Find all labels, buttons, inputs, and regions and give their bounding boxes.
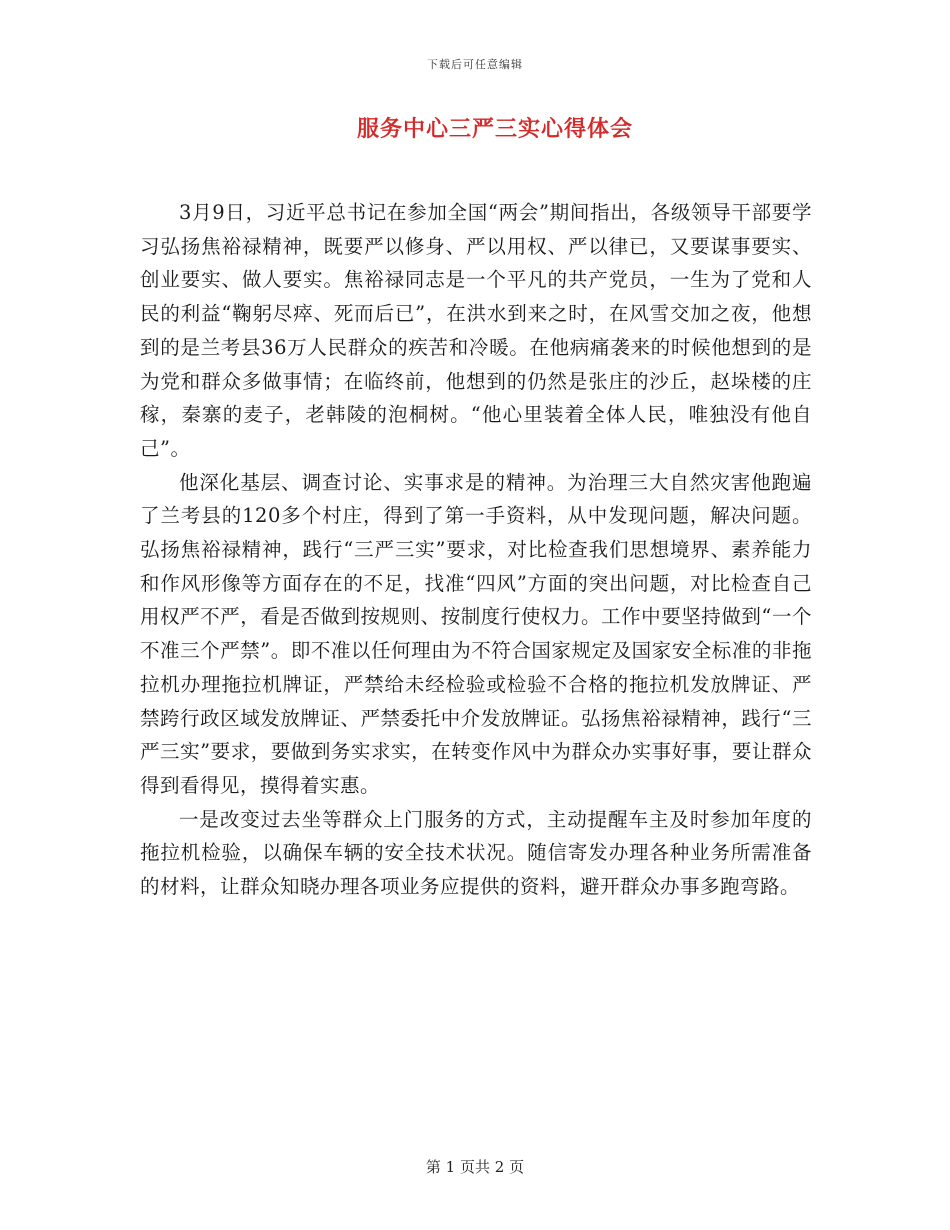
header-note: 下载后可任意编辑 [427,58,523,71]
document-body [140,196,812,904]
page-number: 第 1 页共 2 页 [425,1158,525,1176]
paragraph-2: 他深化基层、调查讨论、实事求是的精神。为治理三大自然灾害他跑遍了兰考县的120多个村庄，得到了第一手资料，从中发现问题，解决问题。弘扬焦裕禄精神，践行“三严三实”要求，对比检查我们思想境界、素养能力和作风形像等方面存在的不足，找准“四风”方面的突出问题，对比检查自己用权严不严，看是否做到按规则、按制度行使权力。工作中要坚持做到“一个不准三个严禁”。即不准以任何理由为不符合国家规定及国家安全标准的非拖拉机办理拖拉机牌证，严禁给未经检验或检验不合格的拖拉机发放牌证、严禁跨行政区域发放牌证、严禁委托中介发放牌证。弘扬焦裕禄精神，践行“三严三实”要求，要做到务实求实，在转变作风中为群众办实事好事，要让群众得到看得见，摸得着实惠。 [140,470,812,797]
paragraph-3: 一是改变过去坐等群众上门服务的方式，主动提醒车主及时参加年度的拖拉机检验，以确保车辆的安全技术状况。随信寄发办理各种业务所需准备的材料，让群众知晓办理各项业务应提供的资料，避开群众办事多跑弯路。 [140,807,812,899]
paragraph-1: 3月9日，习近平总书记在参加全国“两会”期间指出，各级领导干部要学习弘扬焦裕禄精神，既要严以修身、严以用权、严以律已，又要谋事要实、创业要实、做人要实。焦裕禄同志是一个平凡的共产党员，一生为了党和人民的利益“鞠躬尽瘁、死而后已”，在洪水到来之时，在风雪交加之夜，他想到的是兰考县36万人民群众的疾苦和冷暖。在他病痛袭来的时候他想到的是为党和群众多做事情；在临终前，他想到的仍然是张庄的沙丘，赵垛楼的庄稼，秦寨的麦子，老韩陵的泡桐树。“他心里装着全体人民，唯独没有他自己”。 [140,201,812,460]
document-title: 服务中心三严三实心得体会 [356,116,633,142]
